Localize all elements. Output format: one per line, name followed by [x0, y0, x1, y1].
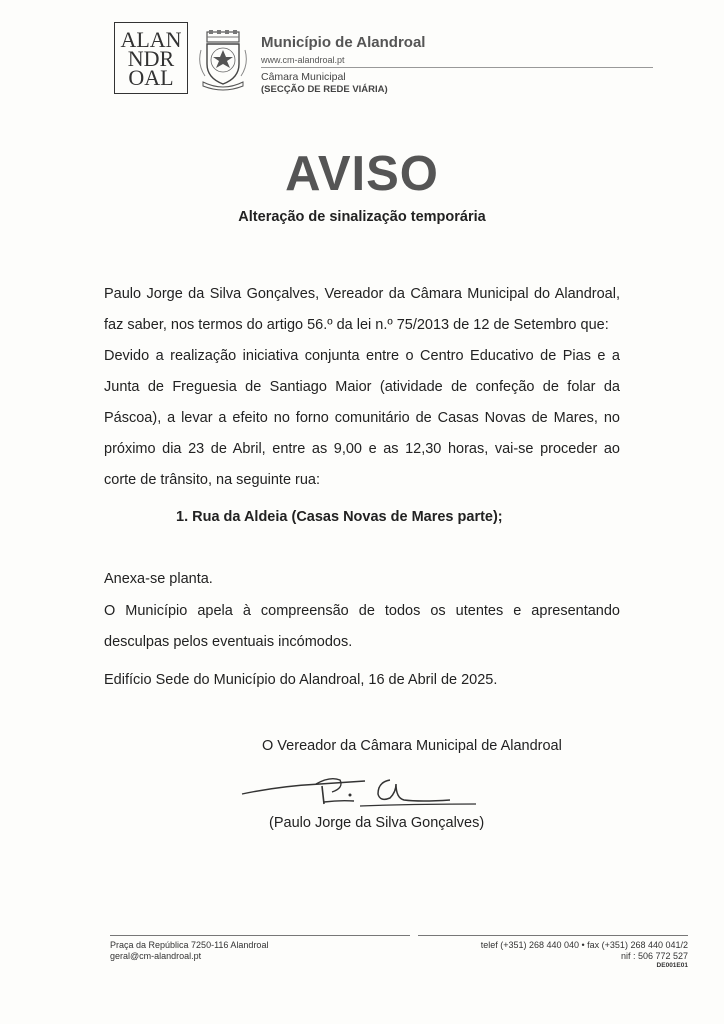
- street-list-item: 1. Rua da Aldeia (Casas Novas de Mares parte);: [176, 509, 503, 525]
- section-label: (SECÇÃO DE REDE VIÁRIA): [261, 84, 388, 95]
- main-paragraph: Devido a realização iniciativa conjunta entre o Centro Educativo de Pias e a Junta de Freguesia de Santiago Maior (atividade de confeção de folar da Páscoa), a levar a efeito no forno comunitário de Casas Novas de Mares, no próximo dia 23 de Abril, entre as 9,00 e as 12,30 horas, vai-se proceder ao corte de trânsito, na seguinte rua:: [104, 348, 620, 488]
- footer-divider-left: [110, 935, 410, 936]
- camara-label: Câmara Municipal: [261, 71, 346, 83]
- signatory-role: O Vereador da Câmara Municipal de Alandroal: [262, 738, 562, 754]
- footer-address: Praça da República 7250-116 Alandroal: [110, 940, 269, 950]
- header-divider: [261, 67, 653, 68]
- footer-email: geral@cm-alandroal.pt: [110, 951, 202, 961]
- logo-line: NDR: [127, 45, 175, 71]
- apology-paragraph: O Município apela à compreensão de todos os utentes e apresentando desculpas pelos eventuais incómodos.: [104, 603, 620, 650]
- signatory-name: (Paulo Jorge da Silva Gonçalves): [269, 815, 485, 831]
- footer-nif: nif : 506 772 527: [620, 951, 688, 961]
- notice-title: AVISO: [285, 147, 439, 201]
- intro-paragraph: Paulo Jorge da Silva Gonçalves, Vereador da Câmara Municipal do Alandroal, faz saber, nos termos do artigo 56.º da lei n.º 75/2013 de 12 de Setembro que:: [104, 286, 620, 333]
- notice-subtitle: Alteração de sinalização temporária: [238, 209, 486, 225]
- handwritten-signature: [240, 770, 480, 820]
- place-date-paragraph: Edifício Sede do Município do Alandroal, 16 de Abril de 2025.: [104, 672, 498, 688]
- coat-of-arms-icon: [197, 30, 249, 92]
- footer-phone: telef (+351) 268 440 040 • fax (+351) 268 440 041/2: [480, 940, 688, 950]
- municipality-url: www.cm-alandroal.pt: [261, 55, 345, 65]
- annex-paragraph: Anexa-se planta.: [104, 571, 213, 587]
- logo-line: OAL: [128, 64, 174, 90]
- municipality-logo: [114, 22, 188, 94]
- logo-line: ALAN: [120, 26, 182, 52]
- footer-doc-code: DE001E01: [656, 962, 688, 969]
- footer-divider-right: [418, 935, 688, 936]
- municipality-name: Município de Alandroal: [261, 34, 426, 51]
